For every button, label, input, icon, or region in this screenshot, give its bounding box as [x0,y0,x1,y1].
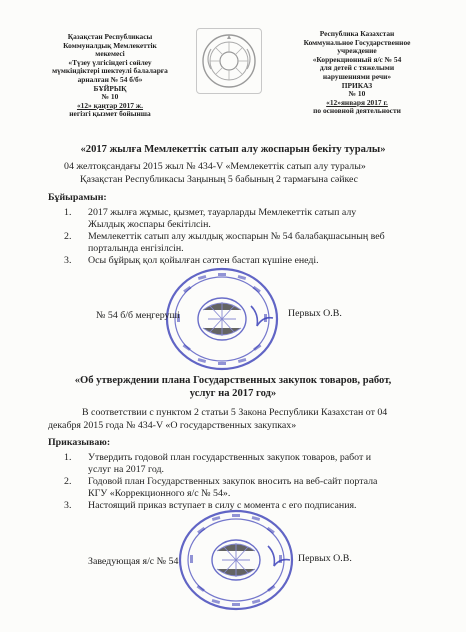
list-item [64,207,385,231]
ru-intro-line: В соответствии с пунктом 2 статьи 5 Закона Республики Казахстан от 04 [82,407,388,418]
header-kz [40,33,180,119]
list-item-text: Годовой план Государственных закупок вносить на веб-сайт портала [88,476,378,487]
list-item-number: 2. [64,476,72,487]
list-item [64,476,377,500]
ru-signature-title: Заведующая я/с № 54 [88,556,179,567]
header-kz-line: «12» қаңтар 2017 ж. [76,100,144,110]
header-kz-line: Коммуналдық Мемлекеттік [63,40,157,50]
header-ru-line: № 10 [348,89,366,99]
header-kz-line: БҰЙРЫҚ [93,83,127,93]
header-ru-line: Республика Казахстан [319,29,395,38]
header-kz-line: № 10 [101,92,119,102]
list-item-text: Мемлекеттік сатып алу жылдық жоспарын № 54 балабақшасының веб [88,231,385,242]
list-item-number: 2. [64,231,72,242]
header-ru-line: нарушениями речи» [322,71,392,81]
list-item-text: 2017 жылға жұмыс, қызмет, тауарларды Мемлекеттік сатып алу [88,207,357,218]
kz-signature-title: № 54 б/б меңгеруші [96,310,180,321]
header-ru [282,30,432,116]
list-item-text: Утвердить годовой план государственных закупок товаров, работ и [88,452,372,463]
ru-intro-line: декабря 2015 года № 434-V «О государственных закупках» [48,420,297,431]
list-item [64,231,385,255]
list-item-text: Настоящий приказ вступает в силу с момента с его подписания. [88,500,357,511]
official-stamp [163,266,281,372]
state-emblem [196,28,262,94]
header-ru-line: «12»января 2017 г. [326,97,388,107]
kz-title: «2017 жылға Мемлекеттік сатып алу жоспарын бекіту туралы» [80,144,386,155]
list-item-number: 3. [64,255,72,266]
kz-intro-line: Қазақстан Республикасы Заңының 5 бабының 2 тармағына сәйкес [80,174,359,185]
list-item [64,452,377,476]
list-item-number: 3. [64,500,72,511]
header-kz-line: Қазақстан Республикасы [67,32,153,41]
ru-signature-name: Первых О.В. [298,553,352,564]
emblem-icon [197,29,261,93]
header-ru-line: Коммунальное Государственное [303,37,411,47]
header-kz-line: негізгі қызмет бойынша [69,109,151,119]
list-item-number: 1. [64,452,72,463]
ru-order-label: Приказываю: [48,437,111,448]
header-kz-line: «Түзеу үлгісіндегі сөйлеу [68,57,152,67]
list-item-text: Жылдық жоспары бекітілсін. [88,219,211,230]
list-item-number: 1. [64,207,72,218]
official-stamp [176,508,296,612]
header-ru-line: «Коррекционный я/с № 54 [312,54,402,64]
header-ru-line: по основной деятельности [313,106,401,116]
list-item-text: порталында енгізілсін. [88,243,184,254]
header-kz-line: мекемесі [95,49,125,59]
list-item-text: услуг на 2017 год. [88,464,165,475]
ru-order-list [64,452,377,512]
header-kz-line: мүмкіндіктері шектеулі балаларға [52,66,168,76]
kz-signature-name: Первых О.В. [288,308,342,319]
list-item-text: КГУ «Коррекционного я/с № 54». [88,488,231,499]
list-item-text: Осы бұйрық қол қойылған сәттен бастап күшіне енеді. [88,255,319,266]
ru-title-line: услуг на 2017 год» [189,388,277,399]
header-kz-line: арналған № 54 б/б» [77,74,143,84]
header-ru-line: учреждение [337,46,377,56]
ru-title-line: «Об утверждении плана Государственных закупок товаров, работ, [74,375,392,386]
kz-intro-line: 04 желтоқсандағы 2015 жыл № 434-V «Мемлекеттік сатып алу туралы» [64,161,366,172]
kz-order-list [64,207,385,267]
header-ru-line: для детей с тяжелыми [319,63,395,73]
kz-order-label: Бұйырамын: [48,192,107,203]
header-ru-line: ПРИКАЗ [341,80,373,90]
